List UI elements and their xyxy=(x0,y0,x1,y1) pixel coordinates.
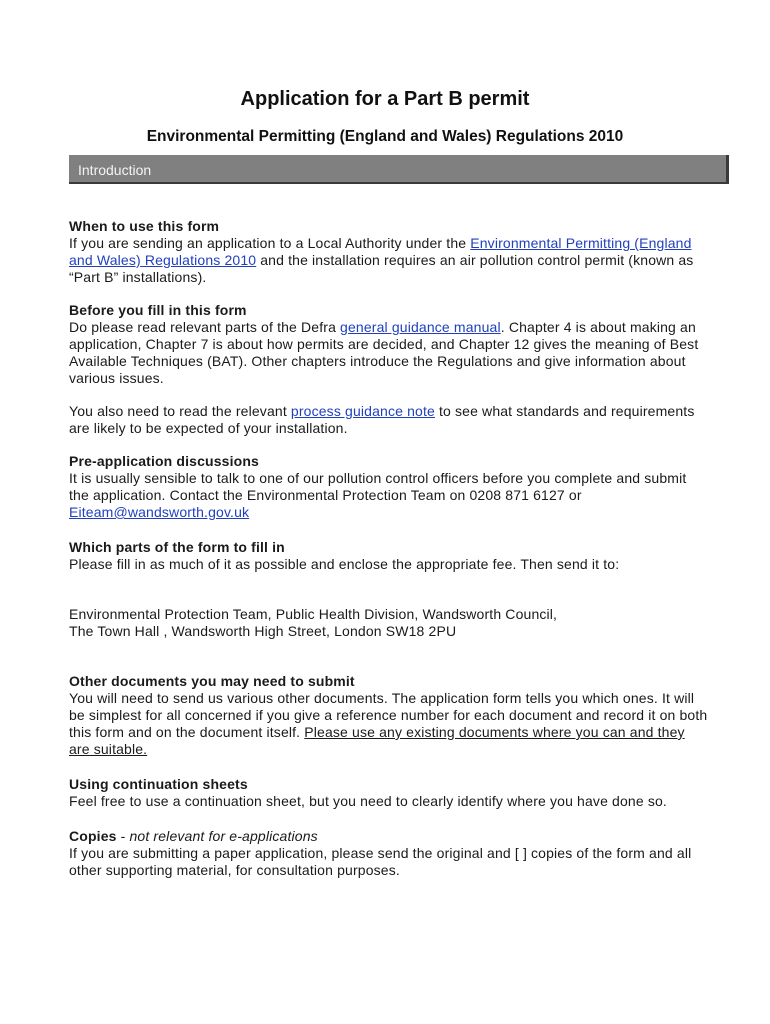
section-text-also xyxy=(69,403,709,437)
section-also-read xyxy=(69,403,709,437)
when-text-after: and the installation requires an air pollution control permit (known as “Part B” installations). xyxy=(69,252,694,285)
section-text-before xyxy=(69,319,709,387)
section-text-other xyxy=(69,690,709,758)
other-text: You will need to send us various other documents. The application form tells you which ones. It will be simplest for all concerned if you give a reference number for each document and record it on both this form and on the document itself. xyxy=(69,690,708,740)
section-heading-copies xyxy=(69,828,709,845)
other-underlined-text: Please use any existing documents where you can and they are suitable. xyxy=(69,724,685,757)
postal-address xyxy=(69,606,709,640)
section-heading-preapp: Pre-application discussions xyxy=(69,453,259,469)
section-text-continuation: Feel free to use a continuation sheet, but you need to clearly identify where you have done so. xyxy=(69,793,667,809)
section-which-parts xyxy=(69,539,709,573)
copies-heading: Copies xyxy=(69,828,117,844)
preapp-text: It is usually sensible to talk to one of our pollution control officers before you complete and submit the application. Contact the Environmental Protection Team on 0208 871 6127 or xyxy=(69,470,687,503)
section-when-to-use xyxy=(69,218,709,286)
also-text-before: You also need to read the relevant xyxy=(69,403,291,419)
section-before-fill xyxy=(69,302,709,387)
section-continuation-sheets xyxy=(69,776,709,810)
section-text-copies: If you are submitting a paper application, please send the original and [ ] copies of the form and all other supporting material, for consultation purposes. xyxy=(69,845,692,878)
section-heading-other: Other documents you may need to submit xyxy=(69,673,355,689)
address-line-1: Environmental Protection Team, Public Health Division, Wandsworth Council, xyxy=(69,606,558,622)
page-title: Application for a Part B permit xyxy=(240,88,530,110)
section-text-when xyxy=(69,235,709,286)
when-text-before: If you are sending an application to a Local Authority under the xyxy=(69,235,471,251)
section-text-which: Please fill in as much of it as possible and enclose the appropriate fee. Then send it to: xyxy=(69,556,620,572)
section-header-bar xyxy=(69,155,729,184)
copies-heading-sep: - xyxy=(116,828,130,844)
section-heading-which: Which parts of the form to fill in xyxy=(69,539,285,555)
document-body xyxy=(69,218,709,879)
section-other-documents xyxy=(69,673,709,758)
address-line-2: The Town Hall , Wandsworth High Street, London SW18 2PU xyxy=(69,623,457,639)
guidance-manual-link[interactable]: general guidance manual xyxy=(340,319,501,335)
before-text-after: . Chapter 4 is about making an application, Chapter 7 is about how permits are decided, and Chapter 12 gives the meaning of Best Available Techniques (BAT). Other chapters introduce the Regulations and give information about various issues. xyxy=(69,319,699,386)
section-pre-application xyxy=(69,453,709,521)
email-link[interactable]: Eiteam@wandsworth.gov.uk xyxy=(69,504,250,520)
page-subtitle: Environmental Permitting (England and Wales) Regulations 2010 xyxy=(146,128,624,145)
section-text-preapp xyxy=(69,470,709,521)
section-copies xyxy=(69,828,709,879)
before-text-before: Do please read relevant parts of the Defra xyxy=(69,319,341,335)
section-heading-before: Before you fill in this form xyxy=(69,302,247,318)
also-text-after: to see what standards and requirements are likely to be expected of your installation. xyxy=(69,403,695,436)
regulations-link[interactable]: Environmental Permitting (England and Wales) Regulations 2010 xyxy=(69,235,692,268)
section-heading-continuation: Using continuation sheets xyxy=(69,776,248,792)
section-heading-when: When to use this form xyxy=(69,218,220,234)
process-guidance-link[interactable]: process guidance note xyxy=(290,403,435,419)
section-header-label: Introduction xyxy=(78,162,152,178)
copies-note: not relevant for e-applications xyxy=(129,828,318,844)
